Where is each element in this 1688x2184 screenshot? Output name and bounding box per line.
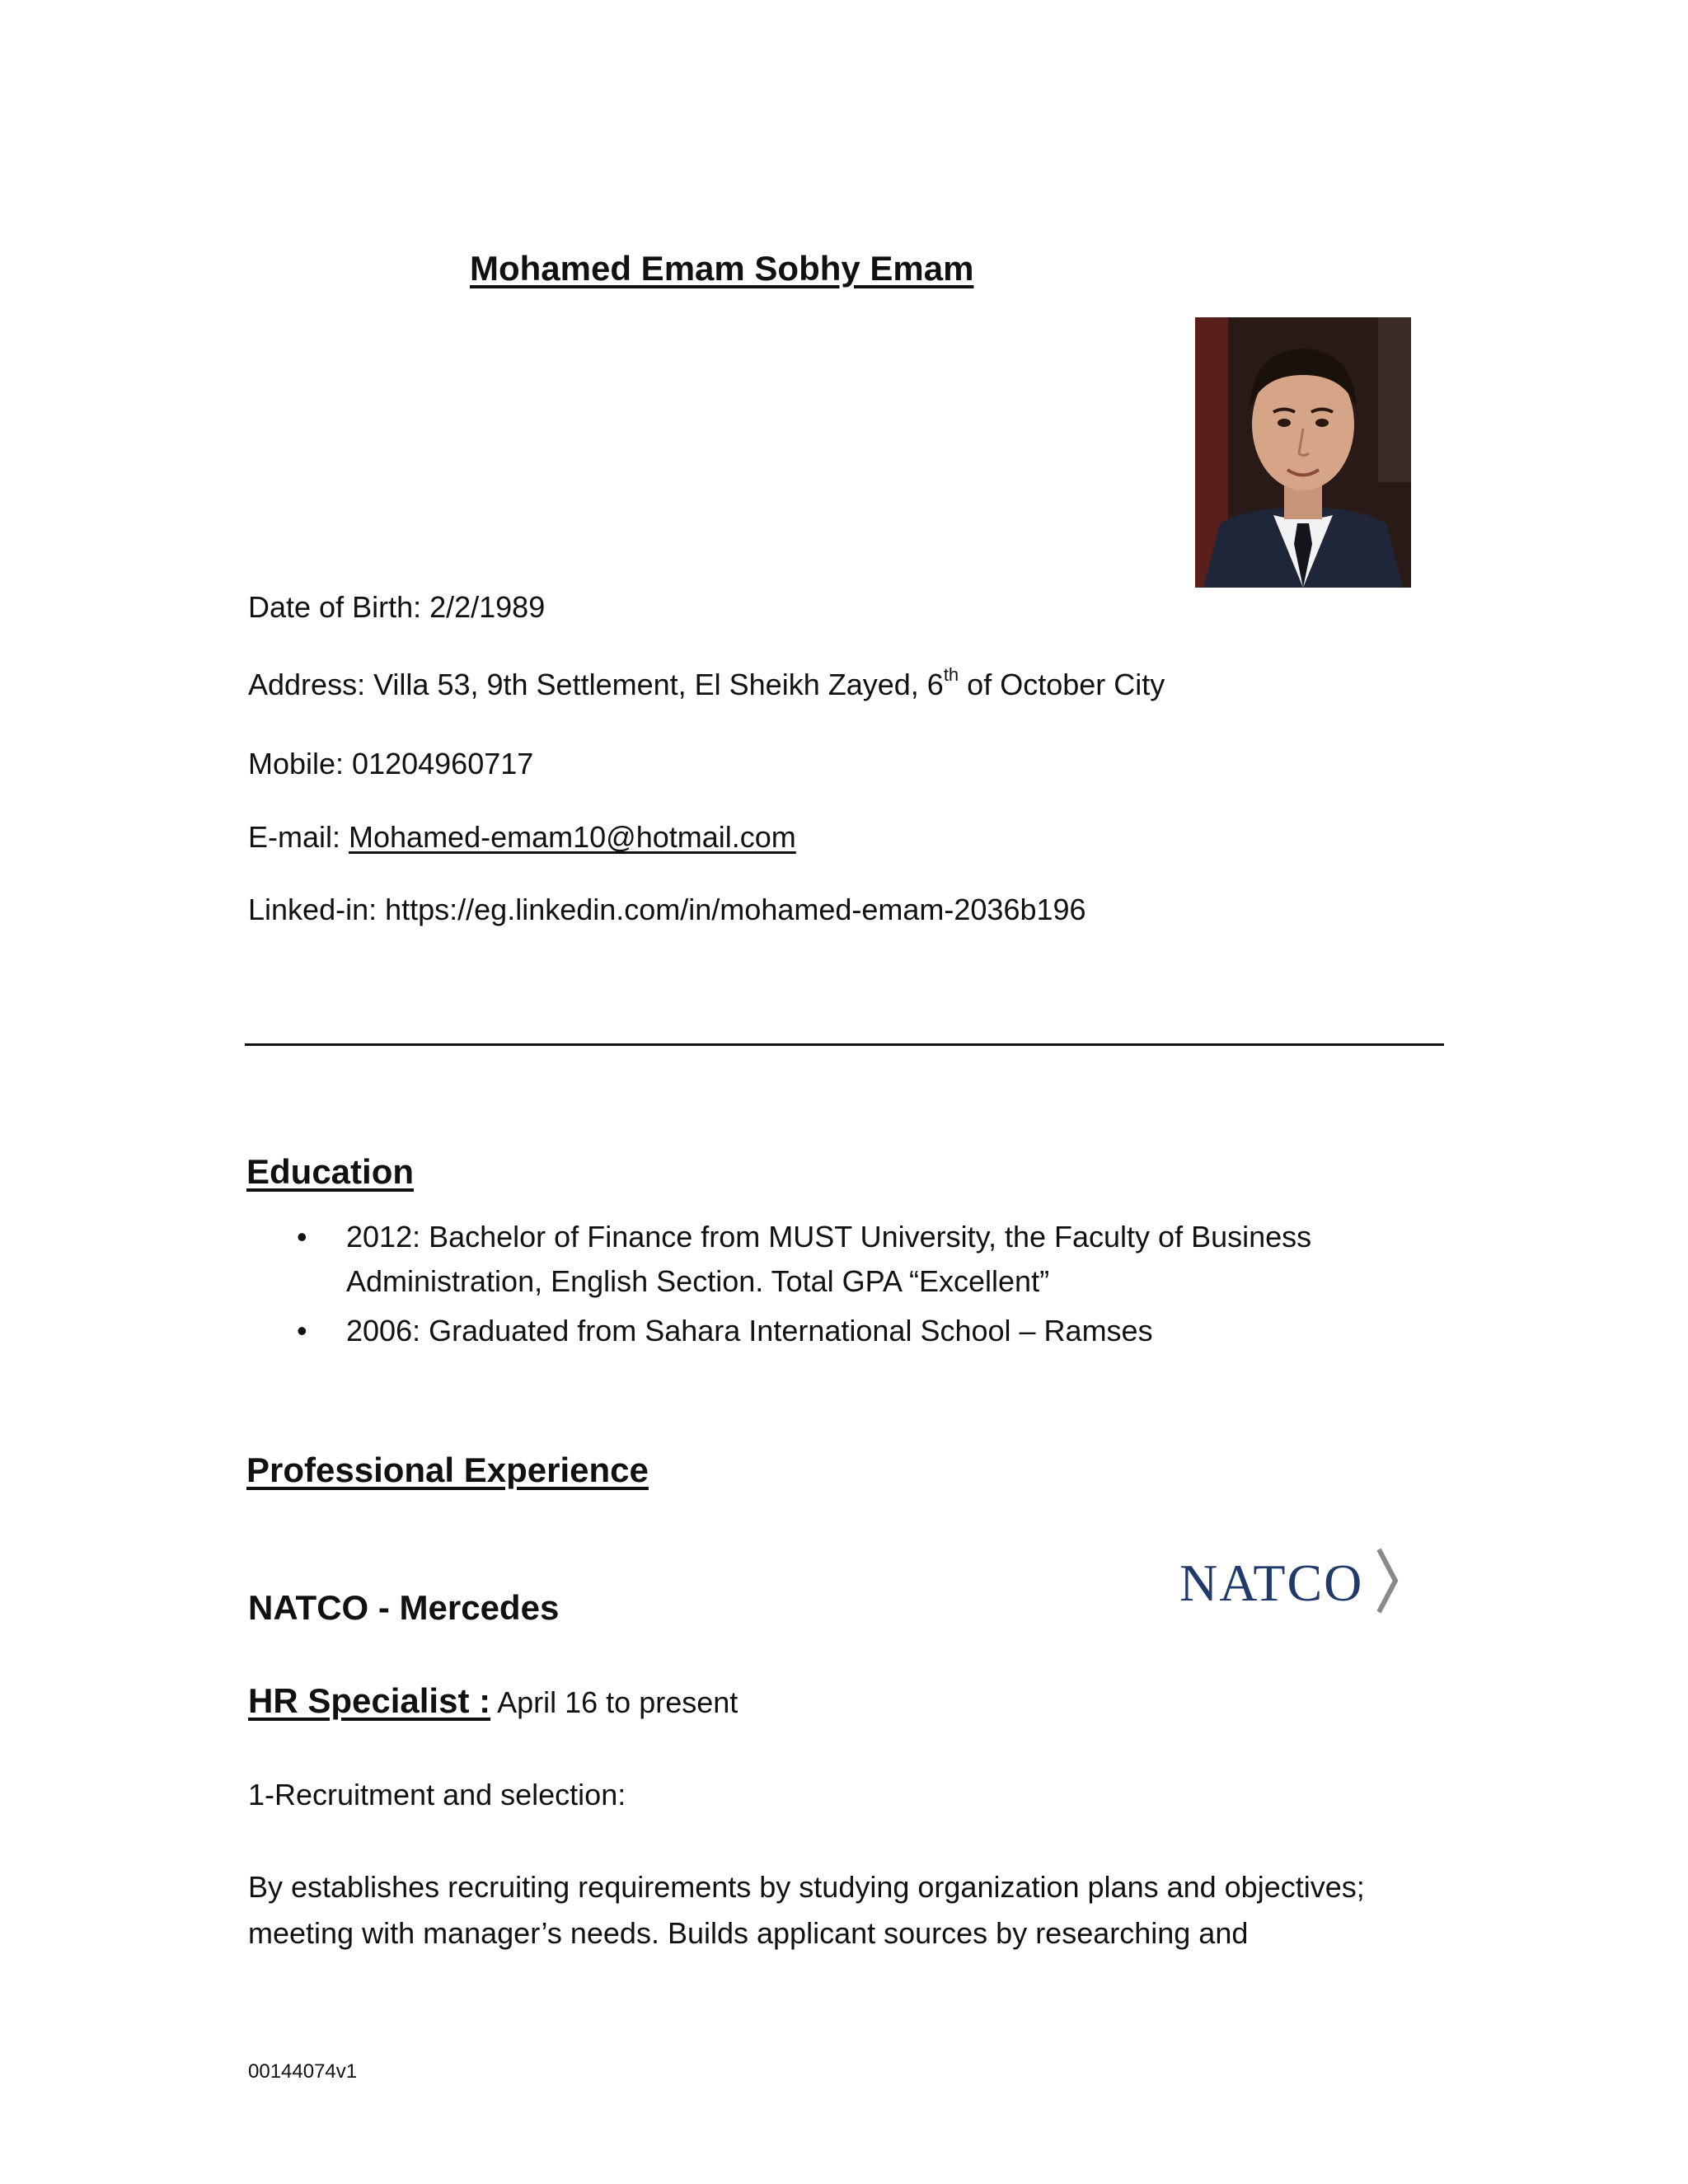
role-line: [248, 1681, 738, 1721]
email-line: [248, 820, 796, 855]
bullet-icon: •: [297, 1314, 307, 1347]
list-item: [297, 1215, 1434, 1304]
candidate-name: Mohamed Emam Sobhy Emam: [470, 249, 974, 288]
address: [248, 664, 1165, 702]
email-link[interactable]: Mohamed-emam10@hotmail.com: [349, 820, 796, 854]
education-item-text: 2006: Graduated from Sahara International School – Ramses: [346, 1314, 1153, 1347]
section-divider: [245, 1043, 1444, 1046]
education-heading: Education: [246, 1152, 415, 1191]
mobile-number: Mobile: 01204960717: [248, 747, 534, 780]
role-period: April 16 to present: [490, 1685, 738, 1719]
education-item-text: 2012: Bachelor of Finance from MUST University, the Faculty of Business Administration, English Section. Total GPA “Excellent”: [346, 1220, 1312, 1298]
logo-wordmark: NATCO: [1179, 1554, 1364, 1612]
date-of-birth: Date of Birth: 2/2/1989: [248, 590, 546, 624]
linkedin-line: Linked-in: https://eg.linkedin.com/in/mohamed-emam-2036b196: [248, 893, 1086, 926]
address-superscript: th: [943, 664, 959, 685]
company-name: NATCO - Mercedes: [248, 1588, 560, 1627]
email-label: E-mail:: [248, 820, 349, 854]
list-item: [297, 1309, 1434, 1353]
bullet-icon: •: [297, 1220, 307, 1254]
recruitment-description: By establishes recruiting requirements by studying organization plans and objectives; meeting with manager’s needs. Builds applicant sources by researching and: [248, 1870, 1365, 1950]
recruitment-subheading: 1-Recruitment and selection:: [248, 1778, 626, 1811]
natco-logo: [1175, 1541, 1414, 1620]
experience-heading: Professional Experience: [246, 1451, 649, 1489]
profile-photo: [1195, 317, 1411, 588]
address-suffix: of October City: [959, 668, 1165, 701]
address-prefix: Address: Villa 53, 9th Settlement, El Sheikh Zayed, 6: [248, 668, 944, 701]
education-list: [297, 1215, 1434, 1358]
role-title: HR Specialist :: [248, 1681, 491, 1720]
document-code: 00144074v1: [248, 2060, 358, 2083]
